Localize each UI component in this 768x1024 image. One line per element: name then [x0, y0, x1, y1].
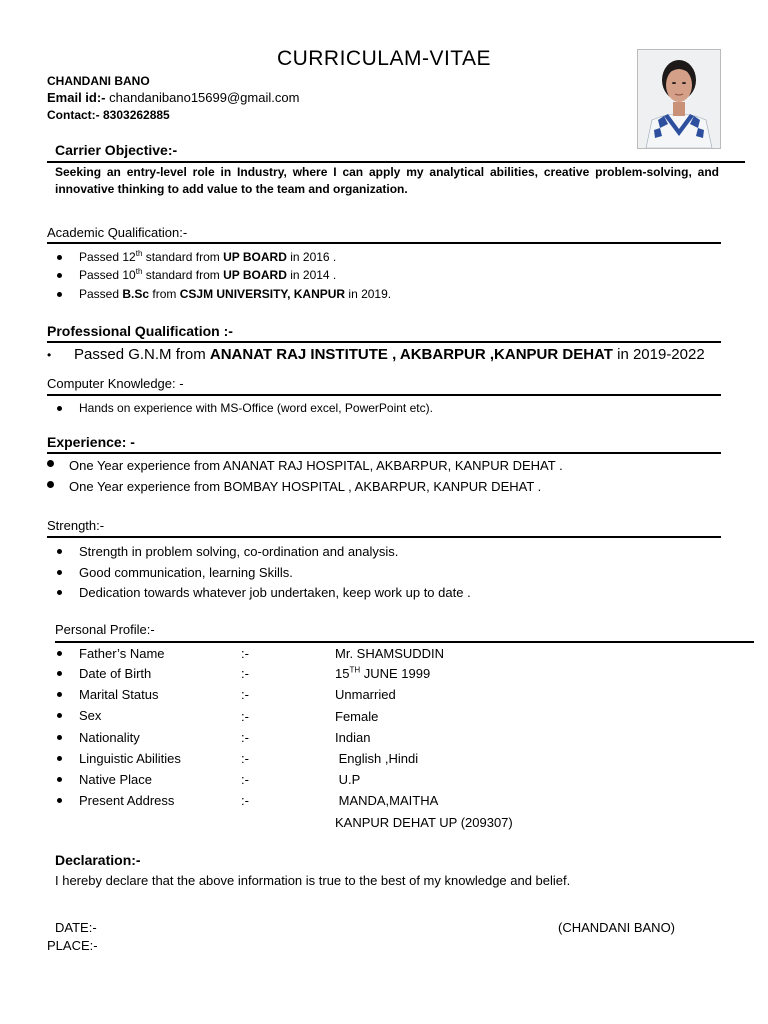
bullet-icon — [57, 570, 62, 575]
profile-label: Father’s Name — [79, 646, 165, 661]
bullet-icon — [57, 292, 62, 297]
bullet-icon — [47, 481, 54, 488]
bullet-icon — [57, 671, 62, 676]
bullet-icon — [57, 549, 62, 554]
email-line — [47, 90, 299, 105]
declaration-text: I hereby declare that the above information is true to the best of my knowledge and belief. — [55, 873, 571, 888]
profile-separator: :- — [241, 772, 249, 787]
date-label: DATE:- — [55, 920, 97, 935]
bullet-icon — [57, 735, 62, 740]
signature-name: (CHANDANI BANO) — [558, 920, 676, 935]
strength-item: Strength in problem solving, co-ordination and analysis. — [79, 544, 399, 559]
email-value: chandanibano15699@gmail.com — [105, 90, 300, 105]
experience-item: One Year experience from BOMBAY HOSPITAL , AKBARPUR, KANPUR DEHAT . — [69, 479, 542, 494]
academic-divider — [47, 242, 721, 244]
address-line-2: KANPUR DEHAT UP (209307) — [335, 815, 513, 830]
profile-photo — [637, 49, 721, 149]
profile-separator: :- — [241, 646, 249, 661]
candidate-name: CHANDANI BANO — [47, 74, 150, 88]
professional-item: Passed G.N.M from ANANAT RAJ INSTITUTE , AKBARPUR ,KANPUR DEHAT in 2019-2022 — [74, 346, 705, 363]
bullet-icon — [57, 406, 62, 411]
experience-heading: Experience: - — [47, 434, 135, 450]
strength-item: Good communication, learning Skills. — [79, 565, 293, 580]
strength-item: Dedication towards whatever job undertaken, keep work up to date . — [79, 585, 471, 600]
academic-item: Passed 10th standard from UP BOARD in 2014 . — [79, 267, 337, 282]
profile-value: English ,Hindi — [335, 751, 419, 766]
objective-divider — [47, 161, 745, 163]
computer-divider — [47, 394, 721, 396]
profile-value: Female — [335, 709, 379, 724]
bullet-icon — [57, 590, 62, 595]
profile-separator: :- — [241, 730, 249, 745]
profile-separator: :- — [241, 793, 249, 808]
computer-heading: Computer Knowledge: - — [47, 376, 184, 391]
bullet-icon — [57, 273, 62, 278]
profile-separator: :- — [241, 687, 249, 702]
academic-heading: Academic Qualification:- — [47, 225, 188, 240]
profile-label: Nationality — [79, 730, 140, 745]
experience-divider — [47, 452, 721, 454]
profile-label: Sex — [79, 708, 102, 723]
contact-line: Contact:- 8303262885 — [47, 108, 170, 122]
bullet-icon — [57, 255, 62, 260]
professional-divider — [47, 341, 721, 343]
profile-value: Mr. SHAMSUDDIN — [335, 646, 445, 661]
bullet-icon — [57, 777, 62, 782]
academic-item: Passed B.Sc from CSJM UNIVERSITY, KANPUR in 2019. — [79, 287, 392, 301]
profile-separator: :- — [241, 751, 249, 766]
objective-text: Seeking an entry-level role in Industry, where I can apply my analytical abilities, creative problem-solving, and innovative thinking to add value to the team and organization. — [55, 165, 719, 196]
profile-value: Unmarried — [335, 687, 396, 702]
bullet-icon — [57, 713, 62, 718]
bullet-icon — [47, 460, 54, 467]
profile-value: Indian — [335, 730, 371, 745]
professional-bullet: • — [47, 348, 52, 362]
profile-separator: :- — [241, 709, 249, 724]
profile-value: MANDA,MAITHA — [335, 793, 439, 808]
strength-heading: Strength:- — [47, 518, 105, 533]
profile-separator: :- — [241, 666, 249, 681]
profile-label: Marital Status — [79, 687, 159, 702]
profile-value: 15TH JUNE 1999 — [335, 665, 431, 681]
objective-heading: Carrier Objective:- — [55, 142, 178, 158]
place-label: PLACE:- — [47, 938, 98, 953]
bullet-icon — [57, 692, 62, 697]
profile-heading: Personal Profile:- — [55, 622, 155, 637]
profile-label: Present Address — [79, 793, 175, 808]
computer-item: Hands on experience with MS-Office (word excel, PowerPoint etc). — [79, 401, 433, 415]
profile-divider — [55, 641, 754, 643]
profile-value: U.P — [335, 772, 361, 787]
bullet-icon — [57, 651, 62, 656]
bullet-icon — [57, 756, 62, 761]
professional-heading: Professional Qualification :- — [47, 323, 233, 339]
strength-divider — [47, 536, 721, 538]
profile-label: Linguistic Abilities — [79, 751, 181, 766]
experience-item: One Year experience from ANANAT RAJ HOSPITAL, AKBARPUR, KANPUR DEHAT . — [69, 458, 563, 473]
profile-label: Native Place — [79, 772, 152, 787]
declaration-heading: Declaration:- — [55, 852, 141, 868]
document-title: CURRICULAM-VITAE — [276, 47, 492, 70]
email-label: Email id:- — [47, 90, 106, 105]
bullet-icon — [57, 798, 62, 803]
academic-item: Passed 12th standard from UP BOARD in 2016 . — [79, 249, 337, 264]
profile-label: Date of Birth — [79, 666, 152, 681]
